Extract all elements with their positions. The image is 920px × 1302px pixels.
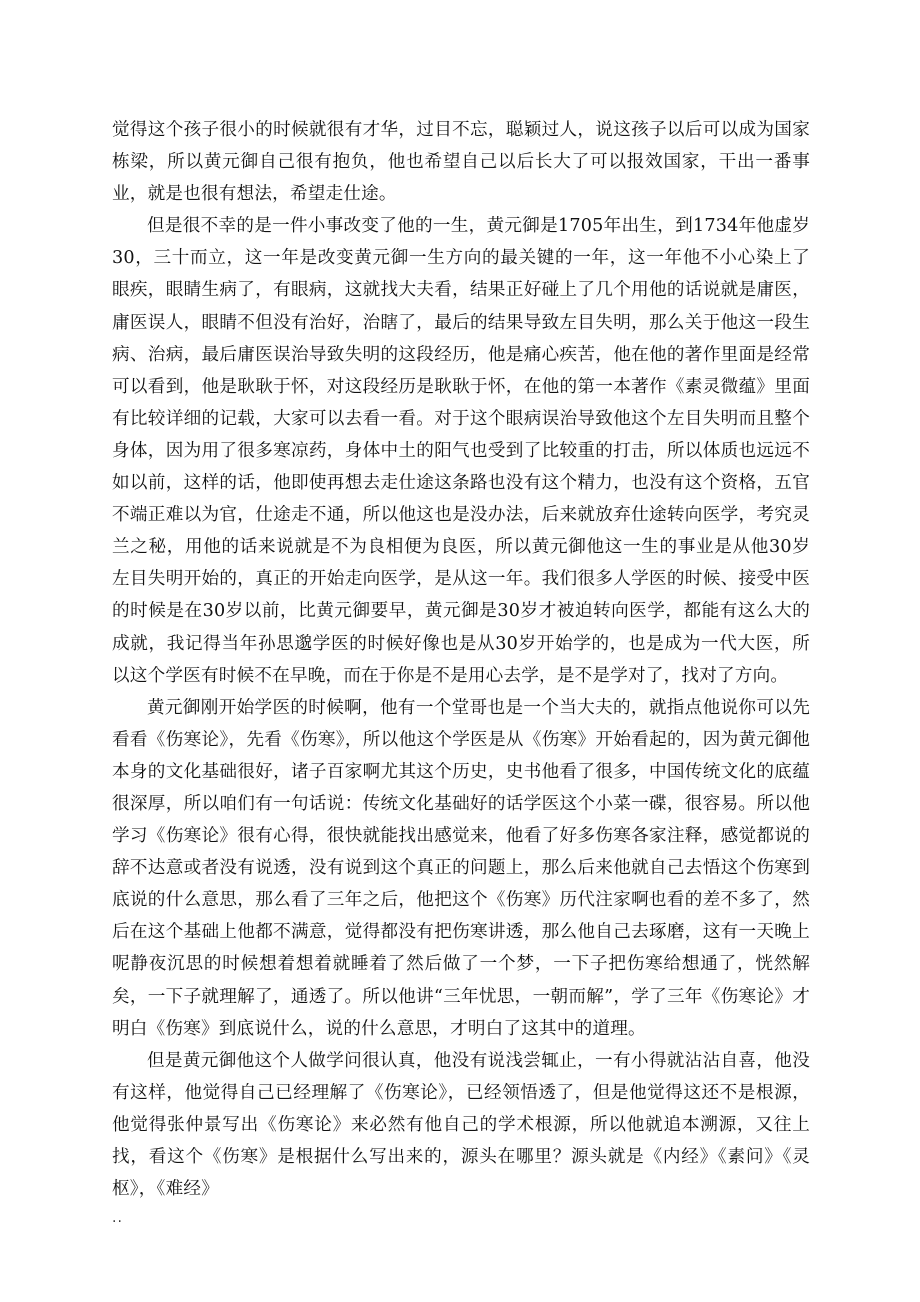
- paragraph-1: 觉得这个孩子很小的时候就很有才华，过目不忘，聪颖过人，说这孩子以后可以成为国家栋梁，所以黄元御自己很有抱负，他也希望自己以后长大了可以报效国家，干出一番事业，就是也很有想法，希望走仕途。: [112, 120, 810, 205]
- document-body: [112, 114, 810, 1205]
- paragraph-4: 但是黄元御他这个人做学问很认真，他没有说浅尝辄止，一有小得就沾沾自喜，他没有这样，他觉得自己已经理解了《伤寒论》，已经领悟透了，但是他觉得这还不是根源，他觉得张仲景写出《伤寒论》来必然有他自己的学术根源，所以他就追本溯源，又往上找，看这个《伤寒》是根据什么写出来的，源头在哪里？源头就是《内经》《素问》《灵枢》，《难经》: [112, 1050, 810, 1200]
- paragraph-3: 黄元御刚开始学医的时候啊，他有一个堂哥也是一个当大夫的，就指点他说你可以先看看《伤寒论》，先看《伤寒》，所以他这个学医是从《伤寒》开始看起的，因为黄元御他本身的文化基础很好，诸子百家啊尤其这个历史，史书他看了很多，中国传统文化的底蕴很深厚，所以咱们有一句话说：传统文化基础好的话学医这个小菜一碟，很容易。所以他学习《伤寒论》很有心得，很快就能找出感觉来，他看了好多伤寒各家注释，感觉都说的辞不达意或者没有说透，没有说到这个真正的问题上，那么后来他就自己去悟这个伤寒到底说的什么意思，那么看了三年之后，他把这个《伤寒》历代注家啊也看的差不多了，然后在这个基础上他都不满意，觉得都没有把伤寒讲透，那么他自己去琢磨，这有一天晚上呢静夜沉思的时候想着想着就睡着了然后做了一个梦，一下子把伤寒给想通了，恍然解矣，一下子就理解了，通透了。所以他讲“三年忧思，一朝而解”，学了三年《伤寒论》才明白《伤寒》到底说什么，说的什么意思，才明白了这其中的道理。: [112, 697, 810, 1039]
- paragraph-2: 但是很不幸的是一件小事改变了他的一生，黄元御是1705年出生，到1734年他虚岁30，三十而立，这一年是改变黄元御一生方向的最关键的一年，这一年他不小心染上了眼疾，眼睛生病了，有眼病，这就找大夫看，结果正好碰上了几个用他的话说就是庸医，庸医误人，眼睛不但没有治好，治瞎了，最后的结果导致左目失明，那么关于他这一段生病、治病，最后庸医误治导致失明的这段经历，他是痛心疾苦，他在他的著作里面是经常可以看到，他是耿耿于怀，对这段经历是耿耿于怀，在他的第一本著作《素灵微蕴》里面有比较详细的记载，大家可以去看一看。对于这个眼病误治导致他这个左目失明而且整个身体，因为用了很多寒凉药，身体中土的阳气也受到了比较重的打击，所以体质也远远不如以前，这样的话，他即使再想去走仕途这条路也没有这个精力，也没有这个资格，五官不端正难以为官，仕途走不通，所以他这也是没办法，后来就放弃仕途转向医学，考究灵兰之秘，用他的话来说就是不为良相便为良医，所以黄元御他这一生的事业是从他30岁左目失明开始的，真正的开始走向医学，是从这一年。我们很多人学医的时候、接受中医的时候是在30岁以前，比黄元御要早，黄元御是30岁才被迫转向医学，都能有这么大的成就，我记得当年孙思邈学医的时候好像也是从30岁开始学的，也是成为一代大医，所以这个学医有时候不在早晚，而在于你是不是用心去学，是不是学对了，找对了方向。: [112, 216, 810, 686]
- page-footer-mark: ..: [112, 1210, 123, 1226]
